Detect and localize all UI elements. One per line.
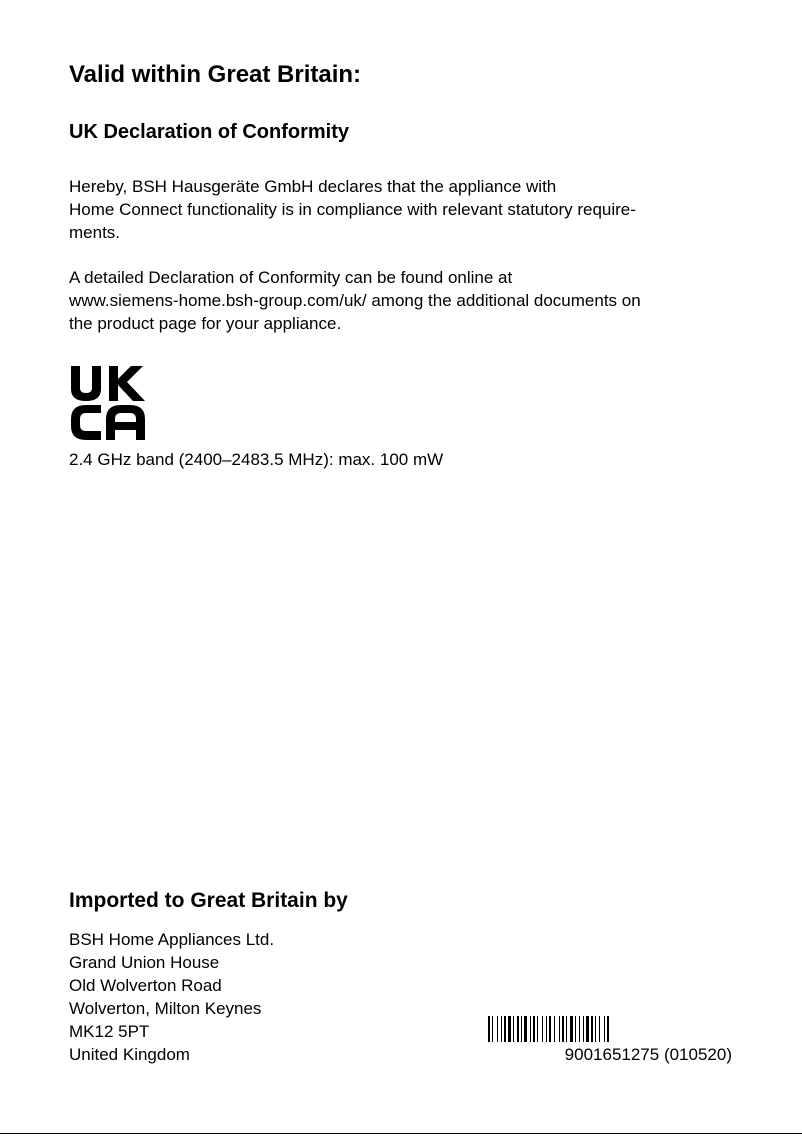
online-declaration-paragraph: [69, 266, 749, 335]
importer-address: [69, 928, 274, 1066]
address-line: Grand Union House: [69, 953, 220, 972]
compliance-line-1: Hereby, BSH Hausgeräte GmbH declares that the appliance with: [69, 177, 557, 196]
online-line-2: www.siemens-home.bsh-group.com/uk/ among the additional documents on: [69, 291, 641, 310]
compliance-line-2: Home Connect functionality is in compliance with relevant statutory require-: [69, 200, 636, 219]
barcode-icon: [488, 1016, 732, 1042]
online-line-3: the product page for your appliance.: [69, 314, 342, 333]
address-line: United Kingdom: [69, 1045, 190, 1064]
address-line: Wolverton, Milton Keynes: [69, 999, 262, 1018]
online-line-1: A detailed Declaration of Conformity can be found online at: [69, 268, 513, 287]
compliance-paragraph: [69, 175, 749, 244]
address-line: Old Wolverton Road: [69, 976, 222, 995]
ukca-mark-icon: [69, 364, 147, 442]
address-line: BSH Home Appliances Ltd.: [69, 930, 275, 949]
address-line: MK12 5PT: [69, 1022, 150, 1041]
declaration-heading: UK Declaration of Conformity: [69, 121, 350, 143]
page-bottom-rule: [0, 1133, 802, 1134]
main-heading: Valid within Great Britain:: [69, 61, 362, 88]
importer-heading: Imported to Great Britain by: [69, 889, 348, 912]
barcode-number: 9001651275 (010520): [564, 1045, 732, 1064]
frequency-band-info: 2.4 GHz band (2400–2483.5 MHz): max. 100 mW: [69, 450, 444, 469]
compliance-line-3: ments.: [69, 223, 121, 242]
